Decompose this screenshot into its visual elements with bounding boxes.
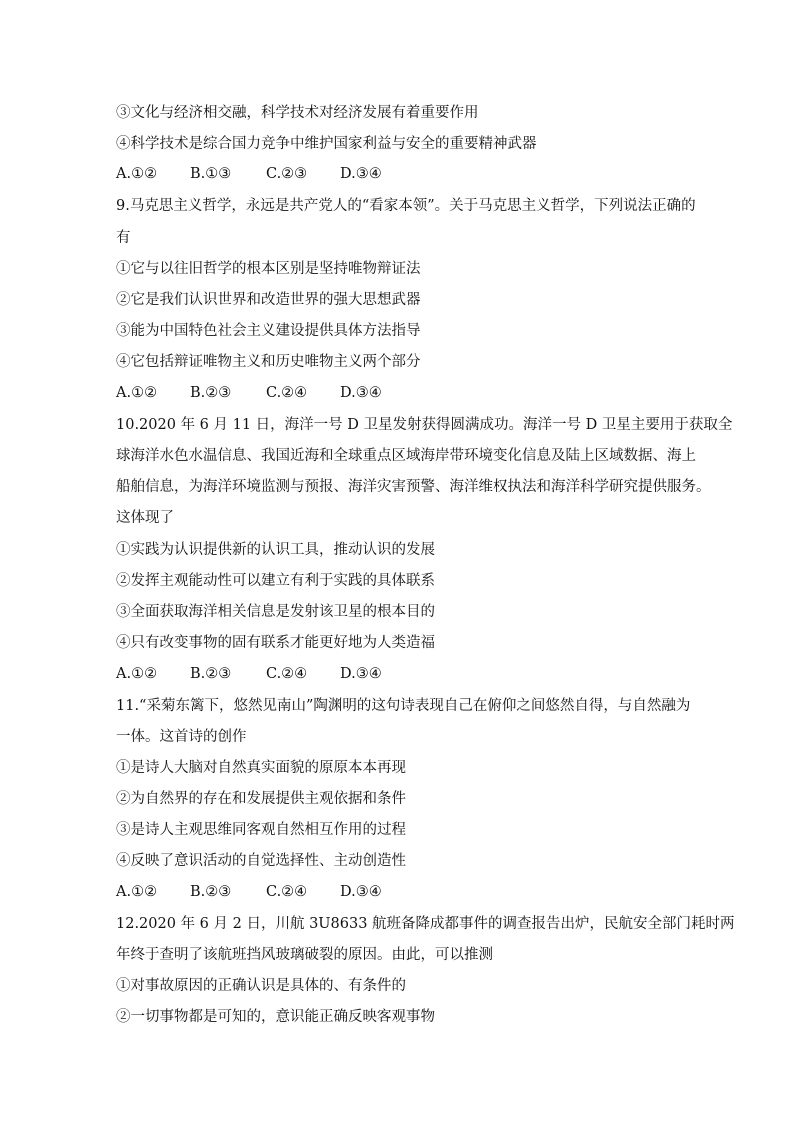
q9-option-b: B.②③ (190, 385, 232, 401)
q12-item-2: ②一切事物都是可知的，意识能正确反映客观事物 (116, 1009, 435, 1025)
q11-option-d: D.③④ (340, 884, 382, 900)
q11-option-b: B.②③ (190, 884, 232, 900)
q8-option-b: B.①③ (190, 166, 232, 182)
q10-stem-line-1: 10.2020 年 6 月 11 日，海洋一号 D 卫星发射获得圆满成功。海洋一号 D 卫星主要用于获取全 (116, 417, 733, 433)
q10-item-3: ③全面获取海洋相关信息是发射该卫星的根本目的 (116, 604, 435, 620)
q11-stem-line-1: 11.“采菊东篱下，悠然见南山”陶渊明的这句诗表现自己在俯仰之间悠然自得，与自然融为 (116, 698, 691, 714)
q9-item-2: ②它是我们认识世界和改造世界的强大思想武器 (116, 292, 421, 308)
q10-item-2: ②发挥主观能动性可以建立有利于实践的具体联系 (116, 573, 435, 589)
q8-item-4: ④科学技术是综合国力竞争中维护国家利益与安全的重要精神武器 (116, 136, 537, 152)
q12-item-1: ①对事故原因的正确认识是具体的、有条件的 (116, 978, 406, 994)
q12-stem-line-2: 年终于查明了该航班挡风玻璃破裂的原因。由此，可以推测 (116, 947, 493, 963)
q10-option-a: A.①② (116, 666, 158, 682)
q9-stem-line-2: 有 (116, 230, 131, 246)
q10-option-c: C.②④ (266, 666, 308, 682)
q10-option-b: B.②③ (190, 666, 232, 682)
q12-stem-line-1: 12.2020 年 6 月 2 日，川航 3U8633 航班备降成都事件的调查报告出炉，民航安全部门耗时两 (116, 916, 735, 932)
q11-stem-line-2: 一体。这首诗的创作 (116, 729, 247, 745)
q9-option-d: D.③④ (340, 385, 382, 401)
q9-item-1: ①它与以往旧哲学的根本区别是坚持唯物辩证法 (116, 261, 421, 277)
q10-item-1: ①实践为认识提供新的认识工具，推动认识的发展 (116, 542, 435, 558)
q8-option-c: C.②③ (266, 166, 308, 182)
q11-item-1: ①是诗人大脑对自然真实面貌的原原本本再现 (116, 760, 406, 776)
q10-stem-line-4: 这体现了 (116, 510, 174, 526)
q9-stem-line-1: 9.马克思主义哲学，永远是共产党人的“看家本领”。关于马克思主义哲学，下列说法正确的 (116, 198, 696, 214)
q9-item-4: ④它包括辩证唯物主义和历史唯物主义两个部分 (116, 354, 421, 370)
q10-item-4: ④只有改变事物的固有联系才能更好地为人类造福 (116, 635, 435, 651)
q9-option-a: A.①② (116, 385, 158, 401)
q8-item-3: ③文化与经济相交融，科学技术对经济发展有着重要作用 (116, 105, 479, 121)
q9-option-c: C.②④ (266, 385, 308, 401)
q10-stem-line-2: 球海洋水色水温信息、我国近海和全球重点区域海岸带环境变化信息及陆上区域数据、海上 (116, 448, 696, 464)
q10-option-d: D.③④ (340, 666, 382, 682)
q8-option-a: A.①② (116, 166, 158, 182)
q11-option-a: A.①② (116, 884, 158, 900)
q8-option-d: D.③④ (340, 166, 382, 182)
q10-stem-line-3: 船舶信息，为海洋环境监测与预报、海洋灾害预警、海洋维权执法和海洋科学研究提供服务。 (116, 479, 711, 495)
q11-item-4: ④反映了意识活动的自觉选择性、主动创造性 (116, 853, 406, 869)
q11-item-2: ②为自然界的存在和发展提供主观依据和条件 (116, 791, 406, 807)
q9-item-3: ③能为中国特色社会主义建设提供具体方法指导 (116, 323, 421, 339)
q11-option-c: C.②④ (266, 884, 308, 900)
q11-item-3: ③是诗人主观思维同客观自然相互作用的过程 (116, 822, 406, 838)
